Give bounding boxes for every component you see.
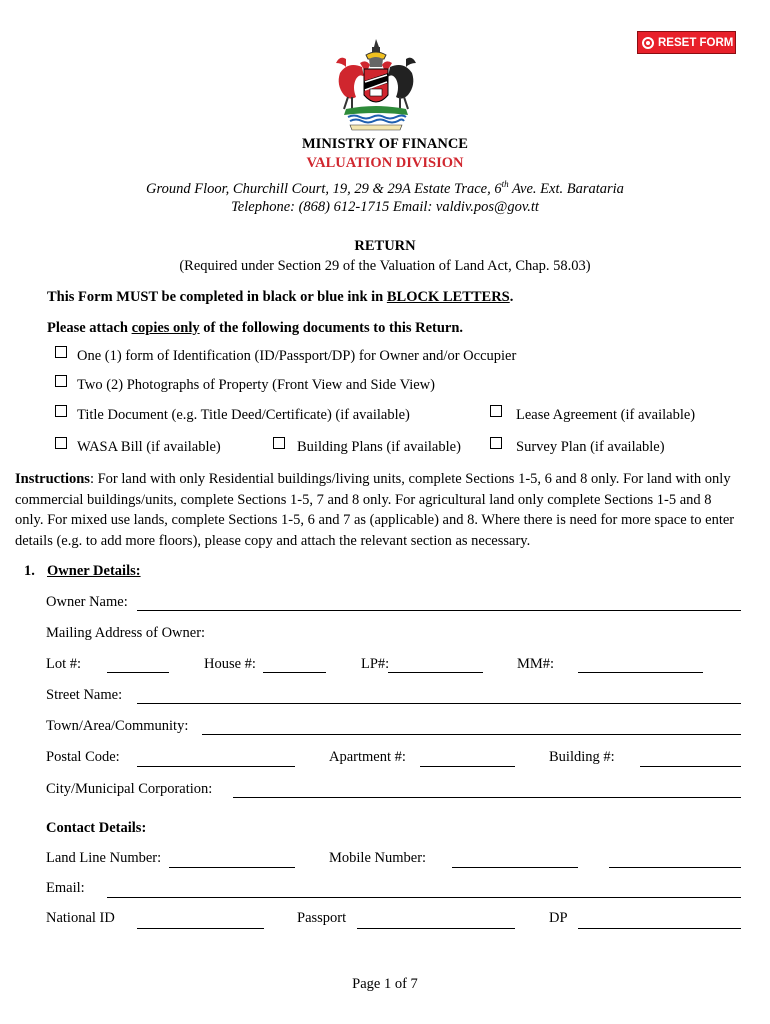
town-label: Town/Area/Community:: [46, 718, 189, 734]
attach-suffix: of the following documents to this Return.: [199, 320, 464, 336]
lp-field[interactable]: [388, 672, 483, 673]
section1-number: 1.: [24, 563, 35, 579]
lease-agreement-label: Lease Agreement (if available): [516, 407, 696, 423]
attach-notice: [47, 320, 463, 337]
address-sup: th: [501, 179, 509, 189]
dp-field[interactable]: [578, 928, 741, 929]
apartment-field[interactable]: [420, 766, 515, 767]
instructions-text: : For land with only Residential buildings/living units, complete Sections 1-5, 6 and 8 only. For land with only commercial buildings/units, complete Sections 1-5, 7 and 8 only. For agricultural land only complete Sections 1-5 and 8 only. For mixed use lands, complete Sections 1-5, 6 and 7 as (applicable) and 8. Where there is need for more space to enter details (e.g. to add more floors), please copy and attach the relevant section as necessary.: [15, 471, 735, 549]
town-field[interactable]: [202, 734, 741, 735]
building-label: Building #:: [549, 749, 615, 765]
telephone-line: Telephone: (868) 612-1715 Email: valdiv.pos@gov.tt: [231, 199, 539, 215]
postal-code-label: Postal Code:: [46, 749, 120, 765]
identification-checkbox[interactable]: [55, 346, 67, 358]
city-label: City/Municipal Corporation:: [46, 781, 213, 797]
return-subtitle: (Required under Section 29 of the Valuation of Land Act, Chap. 58.03): [179, 258, 591, 274]
building-field[interactable]: [640, 766, 741, 767]
title-document-label: Title Document (e.g. Title Deed/Certificate) (if available): [77, 407, 410, 423]
mailing-address-label: Mailing Address of Owner:: [46, 625, 206, 641]
mobile-field-2[interactable]: [609, 867, 741, 868]
survey-plan-checkbox[interactable]: [490, 437, 502, 449]
ink-suffix: .: [509, 289, 514, 305]
street-name-label: Street Name:: [46, 687, 123, 703]
lease-agreement-checkbox[interactable]: [490, 405, 502, 417]
passport-label: Passport: [297, 910, 347, 926]
reset-form-label: RESET FORM: [658, 36, 734, 49]
lot-field[interactable]: [107, 672, 169, 673]
photographs-checkbox[interactable]: [55, 375, 67, 387]
coat-of-arms-logo: [326, 37, 426, 132]
return-title: RETURN: [354, 238, 416, 254]
address-line: [0, 179, 770, 198]
ink-prefix: This Form MUST be completed in black or blue ink in: [47, 289, 387, 305]
address-prefix: Ground Floor, Churchill Court, 19, 29 & 29A Estate Trace, 6: [146, 180, 502, 197]
building-plans-label: Building Plans (if available): [297, 439, 461, 455]
mobile-field[interactable]: [452, 867, 578, 868]
mm-label: MM#:: [517, 656, 555, 672]
owner-name-label: Owner Name:: [46, 594, 128, 610]
passport-field[interactable]: [357, 928, 515, 929]
attach-prefix: Please attach: [47, 320, 132, 336]
land-line-field[interactable]: [169, 867, 295, 868]
national-id-field[interactable]: [137, 928, 264, 929]
wasa-bill-checkbox[interactable]: [55, 437, 67, 449]
section1-title: Owner Details:: [47, 563, 141, 579]
reset-icon: [642, 37, 654, 49]
survey-plan-label: Survey Plan (if available): [516, 439, 665, 455]
city-field[interactable]: [233, 797, 741, 798]
ink-notice: [47, 289, 513, 306]
page-number: Page 1 of 7: [352, 976, 418, 992]
attach-emphasis: copies only: [131, 320, 200, 336]
dp-label: DP: [549, 910, 568, 926]
lp-label: LP#:: [361, 656, 390, 672]
wasa-bill-label: WASA Bill (if available): [77, 439, 221, 455]
mobile-label: Mobile Number:: [329, 850, 427, 866]
land-line-label: Land Line Number:: [46, 850, 162, 866]
division-title: VALUATION DIVISION: [306, 155, 464, 171]
ink-emphasis: BLOCK LETTERS: [386, 289, 510, 305]
reset-form-button[interactable]: [637, 31, 736, 54]
email-label: Email:: [46, 880, 85, 896]
identification-label: One (1) form of Identification (ID/Passport/DP) for Owner and/or Occupier: [77, 348, 517, 364]
house-field[interactable]: [263, 672, 326, 673]
photographs-label: Two (2) Photographs of Property (Front View and Side View): [77, 377, 435, 393]
lot-label: Lot #:: [46, 656, 82, 672]
instructions-paragraph: [15, 469, 740, 551]
owner-name-field[interactable]: [137, 610, 741, 611]
street-name-field[interactable]: [137, 703, 741, 704]
apartment-label: Apartment #:: [329, 749, 406, 765]
postal-code-field[interactable]: [137, 766, 295, 767]
email-field[interactable]: [107, 897, 741, 898]
address-suffix: Ave. Ext. Barataria: [508, 180, 624, 197]
instructions-label: Instructions: [15, 471, 90, 487]
contact-details-heading: Contact Details:: [46, 820, 147, 836]
title-document-checkbox[interactable]: [55, 405, 67, 417]
national-id-label: National ID: [46, 910, 115, 926]
building-plans-checkbox[interactable]: [273, 437, 285, 449]
house-label: House #:: [204, 656, 256, 672]
mm-field[interactable]: [578, 672, 703, 673]
ministry-title: MINISTRY OF FINANCE: [302, 136, 468, 152]
